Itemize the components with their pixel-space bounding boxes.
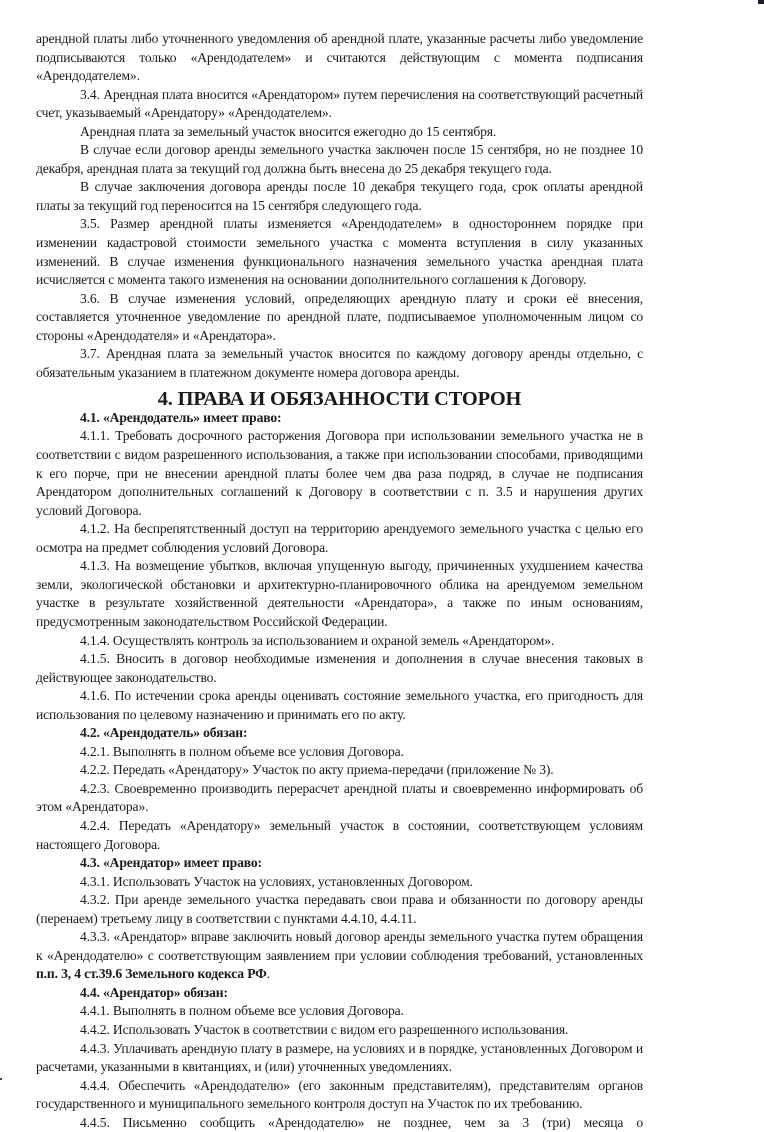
clause-4-3-3 [36,928,643,984]
scan-corner-mark [758,0,764,4]
paragraph-3-6: 3.6. В случае изменения условий, определяющих арендную плату и сроки её внесения, составляется уточненное уведомление по арендной плате, подписываемое уполномоченным лицом со стороны «Арендодателя» и «Арендатора». [36,290,643,343]
clause-4-3-1: 4.3.1. Использовать Участок на условиях, установленных Договором. [80,873,473,889]
section-4-title: 4. ПРАВА И ОБЯЗАННОСТИ СТОРОН [157,388,522,411]
paragraph-3-7: 3.7. Арендная плата за земельный участок вносится по каждому договору аренды отдельно, с обязательным указанием в платежном документе номера договора аренды. [36,346,643,380]
clause-4-1-5: 4.1.5. Вносить в договор необходимые изменения и дополнения в случае внесения таковых в действующее законодательство. [36,651,643,685]
clause-4-1-2: 4.1.2. На беспрепятственный доступ на территорию арендуемого земельного участка с целью его осмотра на предмет соблюдения условий Договора. [36,521,643,555]
clause-4-1-6: 4.1.6. По истечении срока аренды оценивать состояние земельного участка, его пригодность для использования по целевому назначению и принимать его по акту. [36,688,643,722]
paragraph-annual-payment: Арендная плата за земельный участок вносится ежегодно до 15 сентября. [80,123,497,139]
clause-4-4-4: 4.4.4. Обеспечить «Арендодателю» (его законным представителям), представителям органов государственного и муниципального земельного контроля доступ на Участок по их требованию. [36,1077,643,1112]
clause-4-1-3: 4.1.3. На возмещение убытков, включая упущенную выгоду, причиненных ухудшением качества земли, экологической обстановки и архитектурно-планировочного облика на арендуемом земельном участке в результате хозяйственной деятельности «Арендатора», а также по иным основаниям, предусмотренным законодательством Российской Федерации. [36,558,643,629]
clause-4-2-2: 4.2.2. Передать «Арендатору» Участок по акту приема-передачи (приложение № 3). [80,762,554,778]
clause-4-2-4: 4.2.4. Передать «Арендатору» земельный участок в состоянии, соответствующем условиям настоящего Договора. [36,817,643,852]
clause-4-1-4: 4.1.4. Осуществлять контроль за использованием и охраной земель «Арендатором». [80,632,555,648]
clause-4-3-3-end: . [266,966,270,982]
clause-4-4-3: 4.4.3. Уплачивать арендную плату в размере, на условиях и в порядке, установленных Договором и расчетами, указанными в квитанциях, и (или) уточненных уведомлениях. [36,1040,643,1075]
document-page [36,30,643,1132]
paragraph-after-december: В случае заключения договора аренды после 10 декабря текущего года, срок оплаты арендной платы за текущий год переносится на 15 сентября следующего года. [36,179,643,213]
clause-4-4-5: 4.4.5. Письменно сообщить «Арендодателю» не позднее, чем за 3 (три) месяца о [80,1114,643,1130]
land-code-reference: п.п. 3, 4 ст.39.6 Земельного кодекса РФ [36,966,267,982]
clause-4-3-2: 4.3.2. При аренде земельного участка передавать свои права и обязанности по договору аренды (перенаем) третьему лицу в соответствии с пунктами 4.4.10, 4.4.11. [36,892,643,926]
clause-4-2-3: 4.2.3. Своевременно производить перерасчет арендной платы и своевременно информировать об этом «Арендатора». [36,780,643,815]
subsection-4-3-heading: 4.3. «Арендатор» имеет право: [80,855,262,871]
paragraph-3-5: 3.5. Размер арендной платы изменяется «Арендодателем» в одностороннем порядке при изменении кадастровой стоимости земельного участка с момента вступления в силу указанных изменений. В случае изменения функционального назначения земельного участка арендная плата исчисляется с момента такого изменения на основании дополнительного соглашения к Договору. [36,216,643,288]
paragraph-after-september: В случае если договор аренды земельного участка заключен после 15 сентября, но не позднее 10 декабря, арендная плата за текущий год должна быть внесена до 25 декабря текущего года. [36,142,643,176]
paragraph-3-3-continuation: арендной платы либо уточненного уведомления об арендной плате, указанные расчеты либо уведомление подписываются только «Арендодателем» и считаются действующим с момента подписания «Арендодателем». [36,31,643,84]
clause-4-3-3-text: 4.3.3. «Арендатор» вправе заключить новый договор аренды земельного участка путем обращения к «Арендодателю» с соответствующим заявлением при условии соблюдения требований, установленных [36,929,643,963]
clause-4-4-2: 4.4.2. Использовать Участок в соответствии с видом его разрешенного использования. [80,1021,569,1037]
clause-4-4-1: 4.4.1. Выполнять в полном объеме все условия Договора. [80,1003,404,1019]
subsection-4-1-heading: 4.1. «Арендодатель» имеет право: [80,409,282,425]
subsection-4-4-heading: 4.4. «Арендатор» обязан: [80,984,228,1000]
subsection-4-2-heading: 4.2. «Арендодатель» обязан: [80,725,248,741]
clause-4-2-1: 4.2.1. Выполнять в полном объеме все условия Договора. [80,743,404,759]
paragraph-3-4: 3.4. Арендная плата вносится «Арендатором» путем перечисления на соответствующий расчетный счет, указываемый «Арендатору» «Арендодателем». [36,86,643,121]
clause-4-1-1: 4.1.1. Требовать досрочного расторжения Договора при использовании земельного участка не в соответствии с видом разрешенного использования, а также при использовании способами, приводящими к его порче, при не внесении арендной платы более чем два раза подряд, в случае не подписания Арендатором дополнительных соглашений к Договору в соответствии с п. 3.5 и нарушения других условий Договора. [36,428,643,518]
